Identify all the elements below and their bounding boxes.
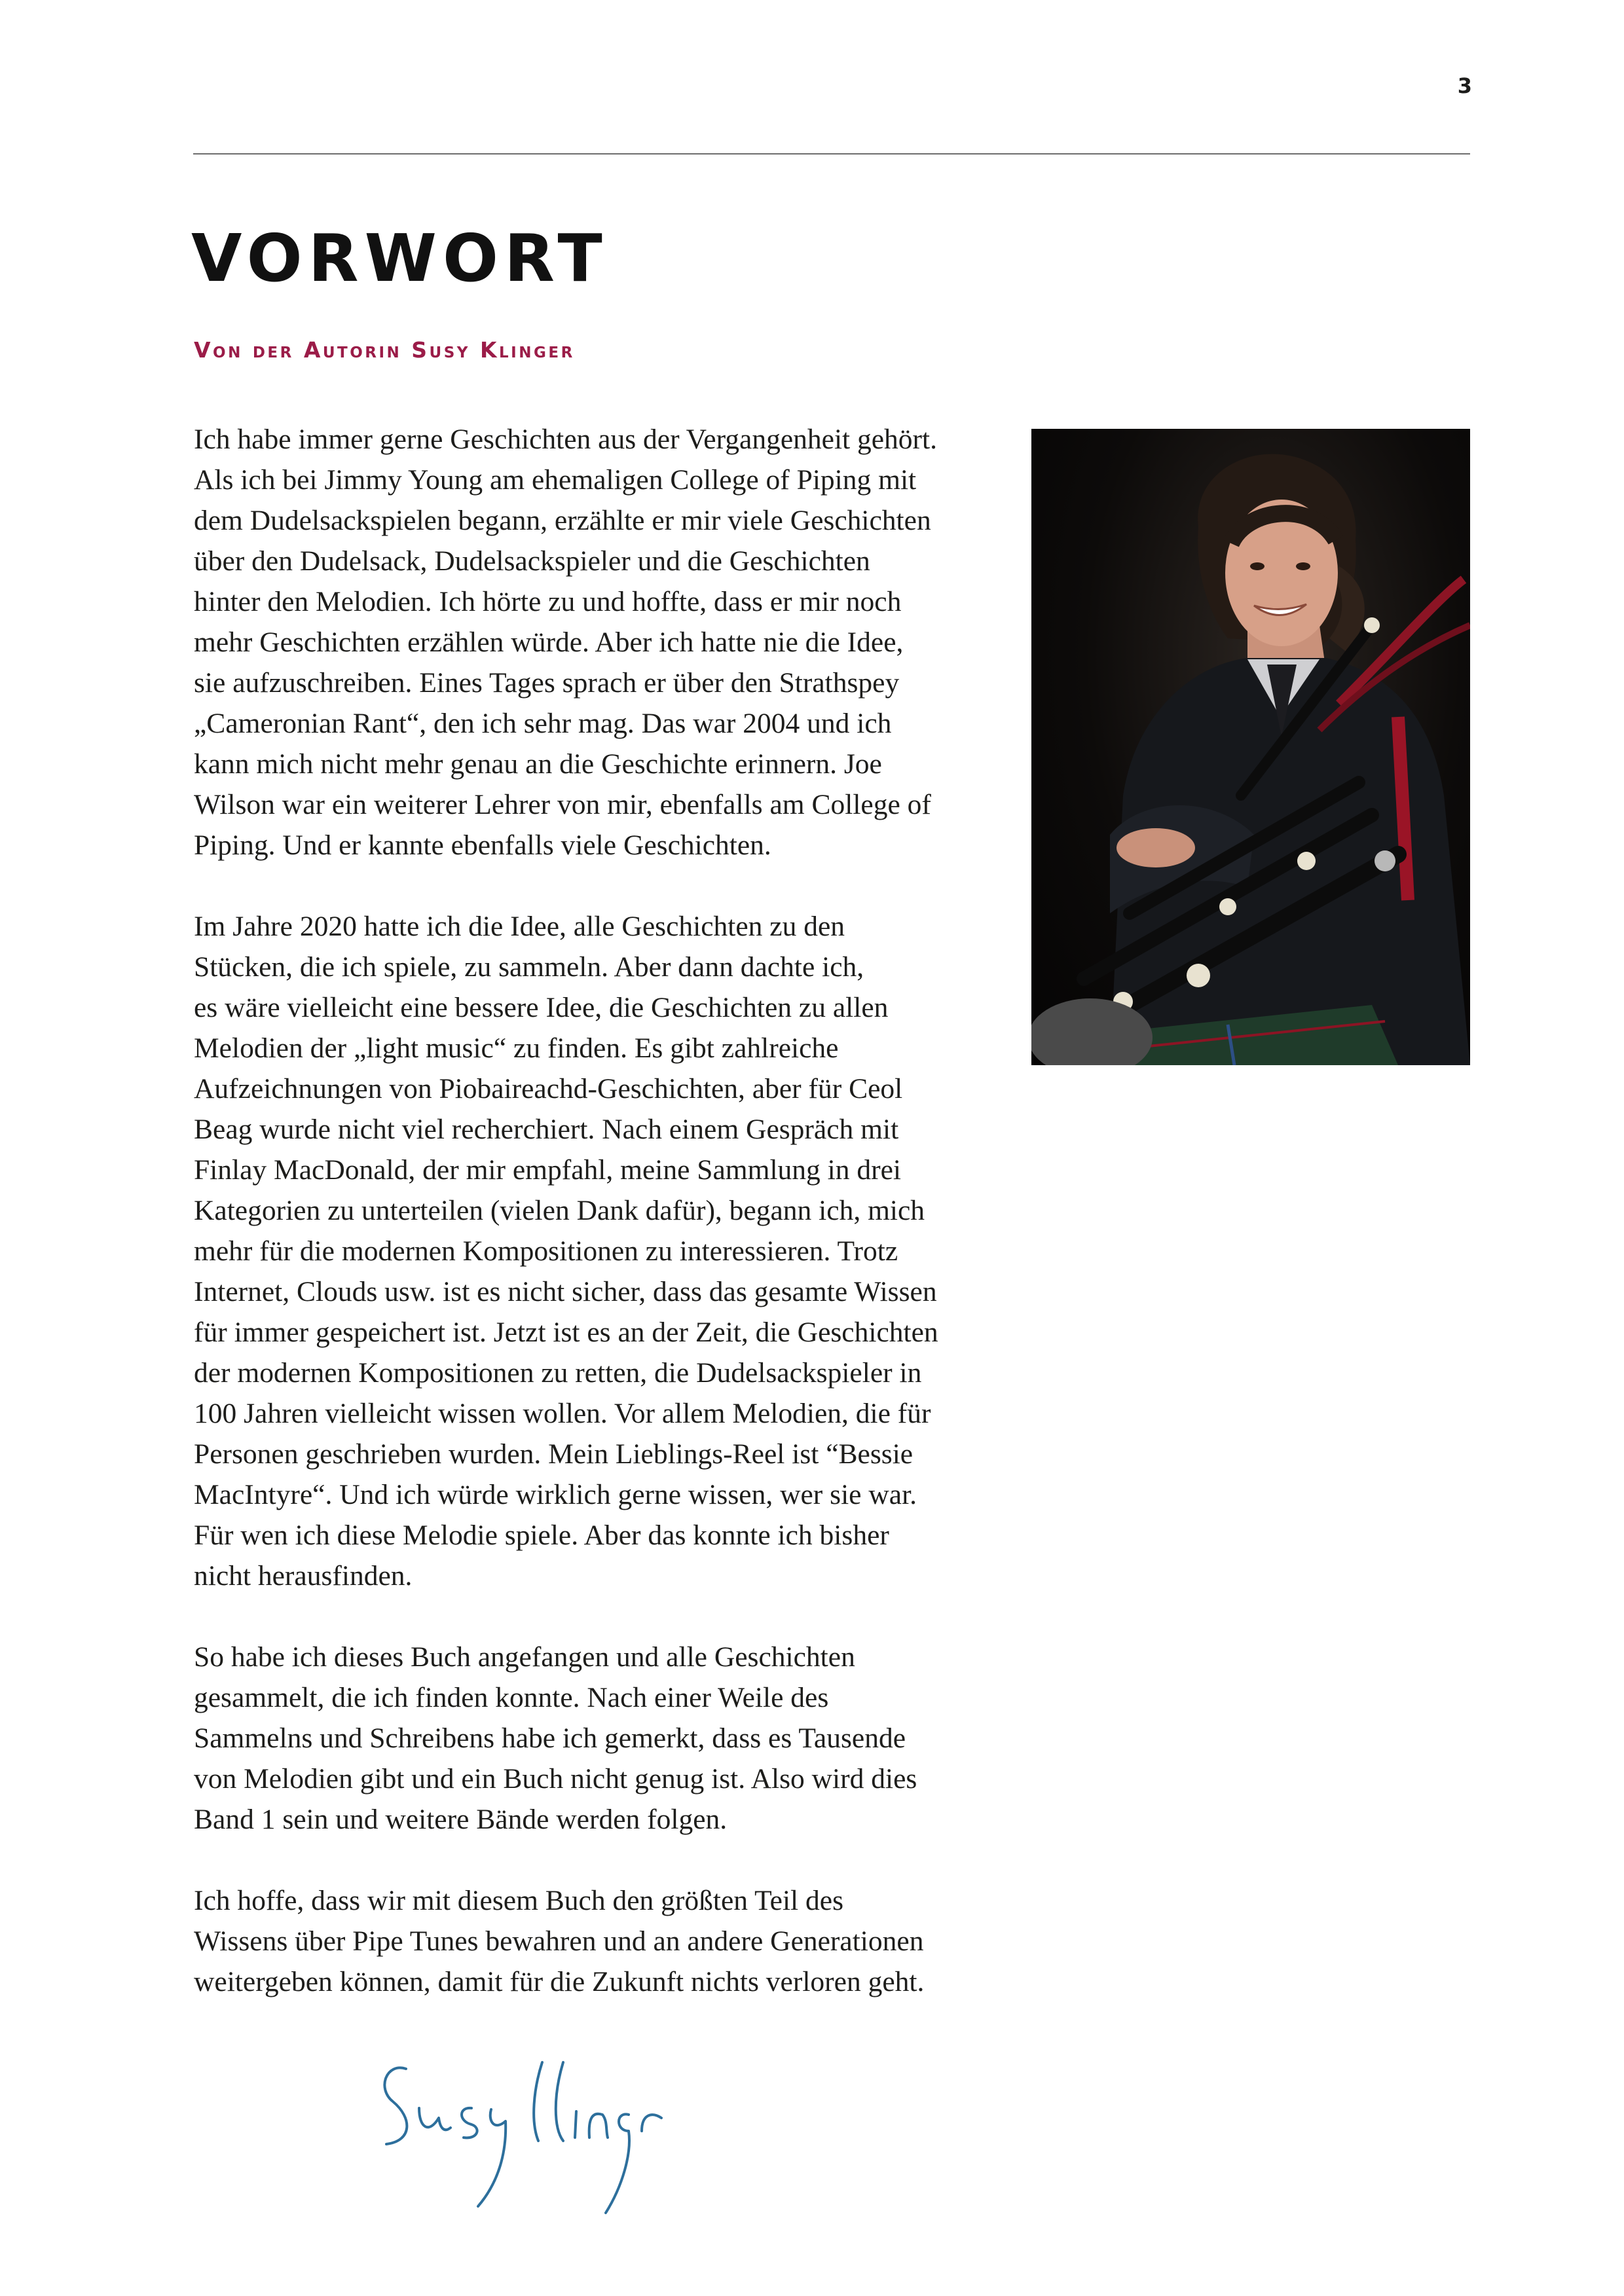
author-photo [1031, 429, 1470, 1065]
page-subtitle: Von der Autorin Susy Klinger [194, 337, 575, 363]
header-rule [193, 153, 1470, 155]
paragraph: Ich hoffe, dass wir mit diesem Buch den größten Teil des Wissens über Pipe Tunes bewahren und an andere Generationen weitergeben können, damit für die Zukunft nichts verloren geht. [194, 1885, 925, 1997]
paragraph: Ich habe immer gerne Geschichten aus der Vergangenheit gehört. Als ich bei Jimmy Young am ehemaligen College of Piping mit dem Dudelsackspielen begann, erzählte er mir viele Geschichten über den Dudelsack, Dudelsackspieler und die Geschichten hinter den Melodien. Ich hörte zu und hoffte, dass er mir noch mehr Geschichten erzählen würde. Aber ich hatte nie die Idee, sie aufzuschreiben. Eines Tages sprach er über den Strathspey „Cameronian Rant“, den ich sehr mag. Das war 2004 und ich kann mich nicht mehr genau an die Geschichte erinnern. Joe Wilson war ein weiterer Lehrer von mir, ebenfalls am College of Piping. Und er kannte ebenfalls viele Geschichten. [194, 424, 937, 861]
body-text [194, 419, 999, 2043]
page-title: VORWORT [191, 220, 608, 297]
paragraph: So habe ich dieses Buch angefangen und alle Geschichten gesammelt, die ich finden konnte. Nach einer Weile des Sammelns und Schreibens habe ich gemerkt, dass es Tausende von Melodien gibt und ein Buch nicht genug ist. Also wird dies Band 1 sein und weitere Bände werden folgen. [194, 1641, 917, 1835]
author-photo-illustration [1031, 429, 1470, 1065]
signature-drawing [367, 2049, 668, 2226]
paragraph: Im Jahre 2020 hatte ich die Idee, alle Geschichten zu den Stücken, die ich spiele, zu sammeln. Aber dann dachte ich, es wäre vielleicht eine bessere Idee, die Geschichten zu allen Melodien der „light music“ zu finden. Es gibt zahlreiche Aufzeichnungen von Piobaireachd-Geschichten, aber für Ceol Beag wurde nicht viel recherchiert. Nach einem Gespräch mit Finlay MacDonald, der mir empfahl, meine Sammlung in drei Kategorien zu unterteilen (vielen Dank dafür), begann ich, mich mehr für die modernen Kompositionen zu interessieren. Trotz Internet, Clouds usw. ist es nicht sicher, dass das gesamte Wissen für immer gespeichert ist. Jetzt ist es an der Zeit, die Geschichten der modernen Kompositionen zu retten, die Dudelsackspieler in 100 Jahren vielleicht wissen wollen. Vor allem Melodien, die für Personen geschrieben wurden. Mein Lieblings-Reel ist “Bessie MacIntyre“. Und ich würde wirklich gerne wissen, wer sie war. Für wen ich diese Melodie spiele. Aber das konnte ich bisher nicht herausfinden. [194, 911, 938, 1592]
page-number: 3 [1457, 73, 1472, 98]
author-signature [367, 2049, 668, 2226]
